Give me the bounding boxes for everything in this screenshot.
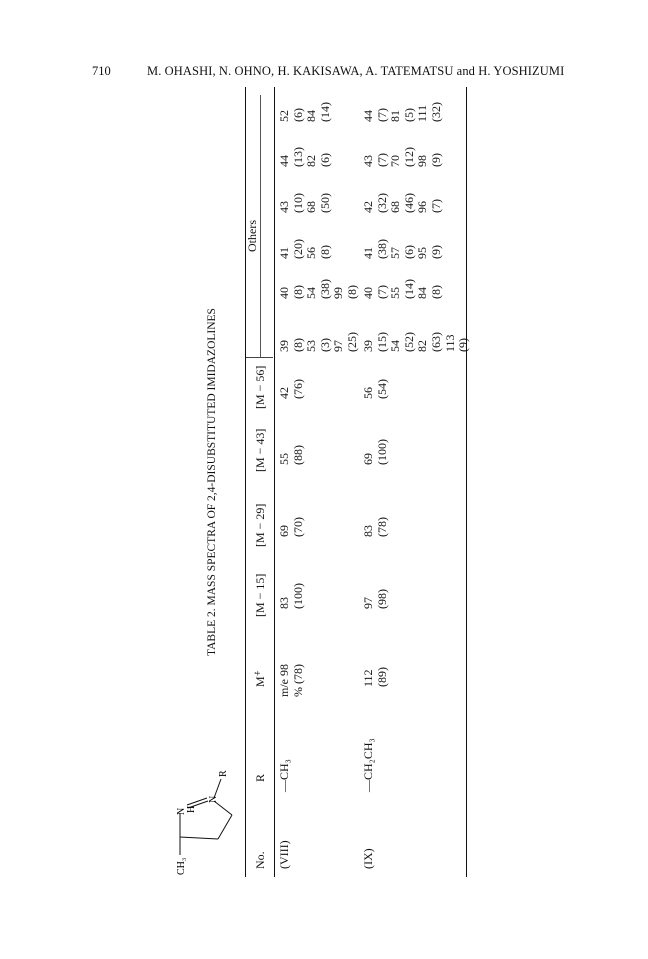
others-value: 97 xyxy=(331,340,346,352)
table-title: MASS SPECTRA OF 2,4-DISUBSTITUTED IMIDAZOLINES xyxy=(206,308,218,606)
others-value: 98 xyxy=(415,155,430,167)
others-value: 55 xyxy=(388,287,403,299)
row-viii-m56-int: (76) xyxy=(290,379,305,399)
header-m15: [M − 15] xyxy=(253,573,267,617)
row-viii-m56-mz: 42 xyxy=(277,387,291,399)
others-value: (32) xyxy=(374,193,389,213)
header-m56: [M − 56] xyxy=(253,365,267,409)
row-viii-others-col-1 xyxy=(278,332,360,352)
row-ix-m43-mz: 69 xyxy=(361,453,375,465)
others-value: (25) xyxy=(344,332,359,352)
bottom-rule xyxy=(466,87,467,877)
row-viii-m56 xyxy=(278,379,305,399)
row-viii-m43-mz: 55 xyxy=(277,453,291,465)
column-divider xyxy=(246,357,273,358)
row-viii-others-col-3 xyxy=(278,239,332,259)
header-others: Others xyxy=(245,220,259,252)
row-viii-m29 xyxy=(278,517,305,537)
others-value: 81 xyxy=(388,110,403,122)
row-ix-m56-mz: 56 xyxy=(361,387,375,399)
row-viii-r: —CH₃ xyxy=(277,759,291,792)
others-value: 40 xyxy=(361,287,375,299)
row-ix-others-col-5 xyxy=(362,147,444,167)
others-value: (52) xyxy=(401,332,416,352)
header-no: No. xyxy=(253,851,267,869)
others-value: 40 xyxy=(277,287,291,299)
top-rule xyxy=(245,87,246,877)
row-ix-m xyxy=(362,667,389,687)
others-value: 82 xyxy=(415,340,430,352)
others-value: (10) xyxy=(290,193,305,213)
row-ix-m29-int: (78) xyxy=(374,517,389,537)
row-viii-m43 xyxy=(278,445,305,465)
others-value: 56 xyxy=(304,247,319,259)
others-value: 44 xyxy=(277,155,291,167)
others-value: (14) xyxy=(317,102,332,122)
row-viii-others-col-4 xyxy=(278,193,332,213)
others-value: (9) xyxy=(428,153,443,167)
others-value: (12) xyxy=(401,147,416,167)
others-value: (32) xyxy=(428,102,443,122)
others-value: 96 xyxy=(415,201,430,213)
n-nitrogen-label: N xyxy=(208,795,219,803)
row-ix-m29 xyxy=(362,517,389,537)
others-value: (8) xyxy=(344,285,359,299)
others-value: 84 xyxy=(304,110,319,122)
row-viii-m xyxy=(278,664,305,697)
others-value: (20) xyxy=(290,239,305,259)
others-value: 44 xyxy=(361,110,375,122)
row-ix-others-col-3 xyxy=(362,239,444,259)
table-label: TABLE 2. xyxy=(206,608,218,656)
others-value: 84 xyxy=(415,287,430,299)
r-label: R xyxy=(218,770,229,777)
others-value: (38) xyxy=(317,279,332,299)
others-value: (9) xyxy=(456,338,471,352)
others-value: (8) xyxy=(290,285,305,299)
others-value: (15) xyxy=(374,332,389,352)
others-value: (6) xyxy=(401,245,416,259)
rotated-table xyxy=(150,87,520,877)
header-m43: [M − 43] xyxy=(253,428,267,472)
header-m: M⁺̇ xyxy=(253,669,267,687)
others-value: 41 xyxy=(361,247,375,259)
others-value: 57 xyxy=(388,247,403,259)
running-head xyxy=(92,64,565,80)
others-value: (50) xyxy=(317,193,332,213)
others-value: (7) xyxy=(428,199,443,213)
others-value: 43 xyxy=(361,155,375,167)
others-value: (8) xyxy=(290,338,305,352)
others-value: 53 xyxy=(304,340,319,352)
others-value: (9) xyxy=(428,245,443,259)
row-viii-m15 xyxy=(278,583,305,609)
row-ix-m15 xyxy=(362,589,389,609)
row-ix-m15-mz: 97 xyxy=(361,597,375,609)
others-value: (3) xyxy=(317,338,332,352)
others-value: 54 xyxy=(388,340,403,352)
others-value: (7) xyxy=(374,153,389,167)
others-value: 42 xyxy=(361,201,375,213)
table-caption xyxy=(206,87,218,877)
row-ix-m-mz: 112 xyxy=(361,669,375,687)
page-number: 710 xyxy=(92,64,111,78)
others-value: (7) xyxy=(374,285,389,299)
row-viii-m-label: m/e 98 xyxy=(277,664,291,697)
others-value: (8) xyxy=(428,285,443,299)
others-value: (63) xyxy=(428,332,443,352)
row-viii-m29-mz: 69 xyxy=(277,525,291,537)
h-label: H xyxy=(186,805,197,813)
row-ix-m43-int: (100) xyxy=(374,439,389,465)
others-value: 43 xyxy=(277,201,291,213)
others-value: (8) xyxy=(317,245,332,259)
others-value: 52 xyxy=(277,110,291,122)
others-value: (6) xyxy=(317,153,332,167)
header-m29: [M − 29] xyxy=(253,503,267,547)
others-rule xyxy=(260,95,261,357)
row-viii-m-value: % (78) xyxy=(290,664,305,697)
others-value: (14) xyxy=(401,279,416,299)
row-viii-others-col-5 xyxy=(278,147,332,167)
row-ix-m-int: (89) xyxy=(374,667,389,687)
row-ix-no: (IX) xyxy=(361,848,375,869)
others-value: 111 xyxy=(415,104,430,122)
row-ix-others-col-4 xyxy=(362,193,444,213)
row-viii-others-col-6 xyxy=(278,102,332,122)
row-ix-r: —CH₂CH₃ xyxy=(361,738,375,792)
header-rule xyxy=(274,87,275,877)
others-value: 82 xyxy=(304,155,319,167)
row-viii-no: (VIII) xyxy=(277,840,291,869)
row-viii-m29-int: (70) xyxy=(290,517,305,537)
structure-diagram xyxy=(150,757,260,877)
others-value: (13) xyxy=(290,147,305,167)
nh-nitrogen-label: N xyxy=(176,807,187,815)
row-ix-m29-mz: 83 xyxy=(361,525,375,537)
others-value: 68 xyxy=(304,201,319,213)
others-value: (6) xyxy=(290,108,305,122)
others-value: 39 xyxy=(361,340,375,352)
others-value: 39 xyxy=(277,340,291,352)
row-viii-m43-int: (88) xyxy=(290,445,305,465)
others-value: 99 xyxy=(331,287,346,299)
others-value: (5) xyxy=(401,108,416,122)
row-ix-m56 xyxy=(362,379,389,399)
others-value: (38) xyxy=(374,239,389,259)
others-value: (7) xyxy=(374,108,389,122)
row-viii-others-col-2 xyxy=(278,279,360,299)
row-ix-m56-int: (54) xyxy=(374,379,389,399)
row-ix-m43 xyxy=(362,439,389,465)
row-ix-others-col-6 xyxy=(362,102,444,122)
author-line: M. OHASHI, N. OHNO, H. KAKISAWA, A. TATEMATSU and H. YOSHIZUMI xyxy=(147,64,565,78)
others-value: 95 xyxy=(415,247,430,259)
others-value: 113 xyxy=(442,334,457,352)
ch3-label: CH₃ xyxy=(176,857,187,875)
others-value: 54 xyxy=(304,287,319,299)
header-r: R xyxy=(253,773,267,782)
row-viii-m15-mz: 83 xyxy=(277,597,291,609)
row-ix-m15-int: (98) xyxy=(374,589,389,609)
row-viii-m15-int: (100) xyxy=(290,583,305,609)
others-value: 68 xyxy=(388,201,403,213)
others-value: (46) xyxy=(401,193,416,213)
others-value: 41 xyxy=(277,247,291,259)
row-ix-others-col-1 xyxy=(362,332,471,352)
row-ix-others-col-2 xyxy=(362,279,444,299)
others-value: 70 xyxy=(388,155,403,167)
